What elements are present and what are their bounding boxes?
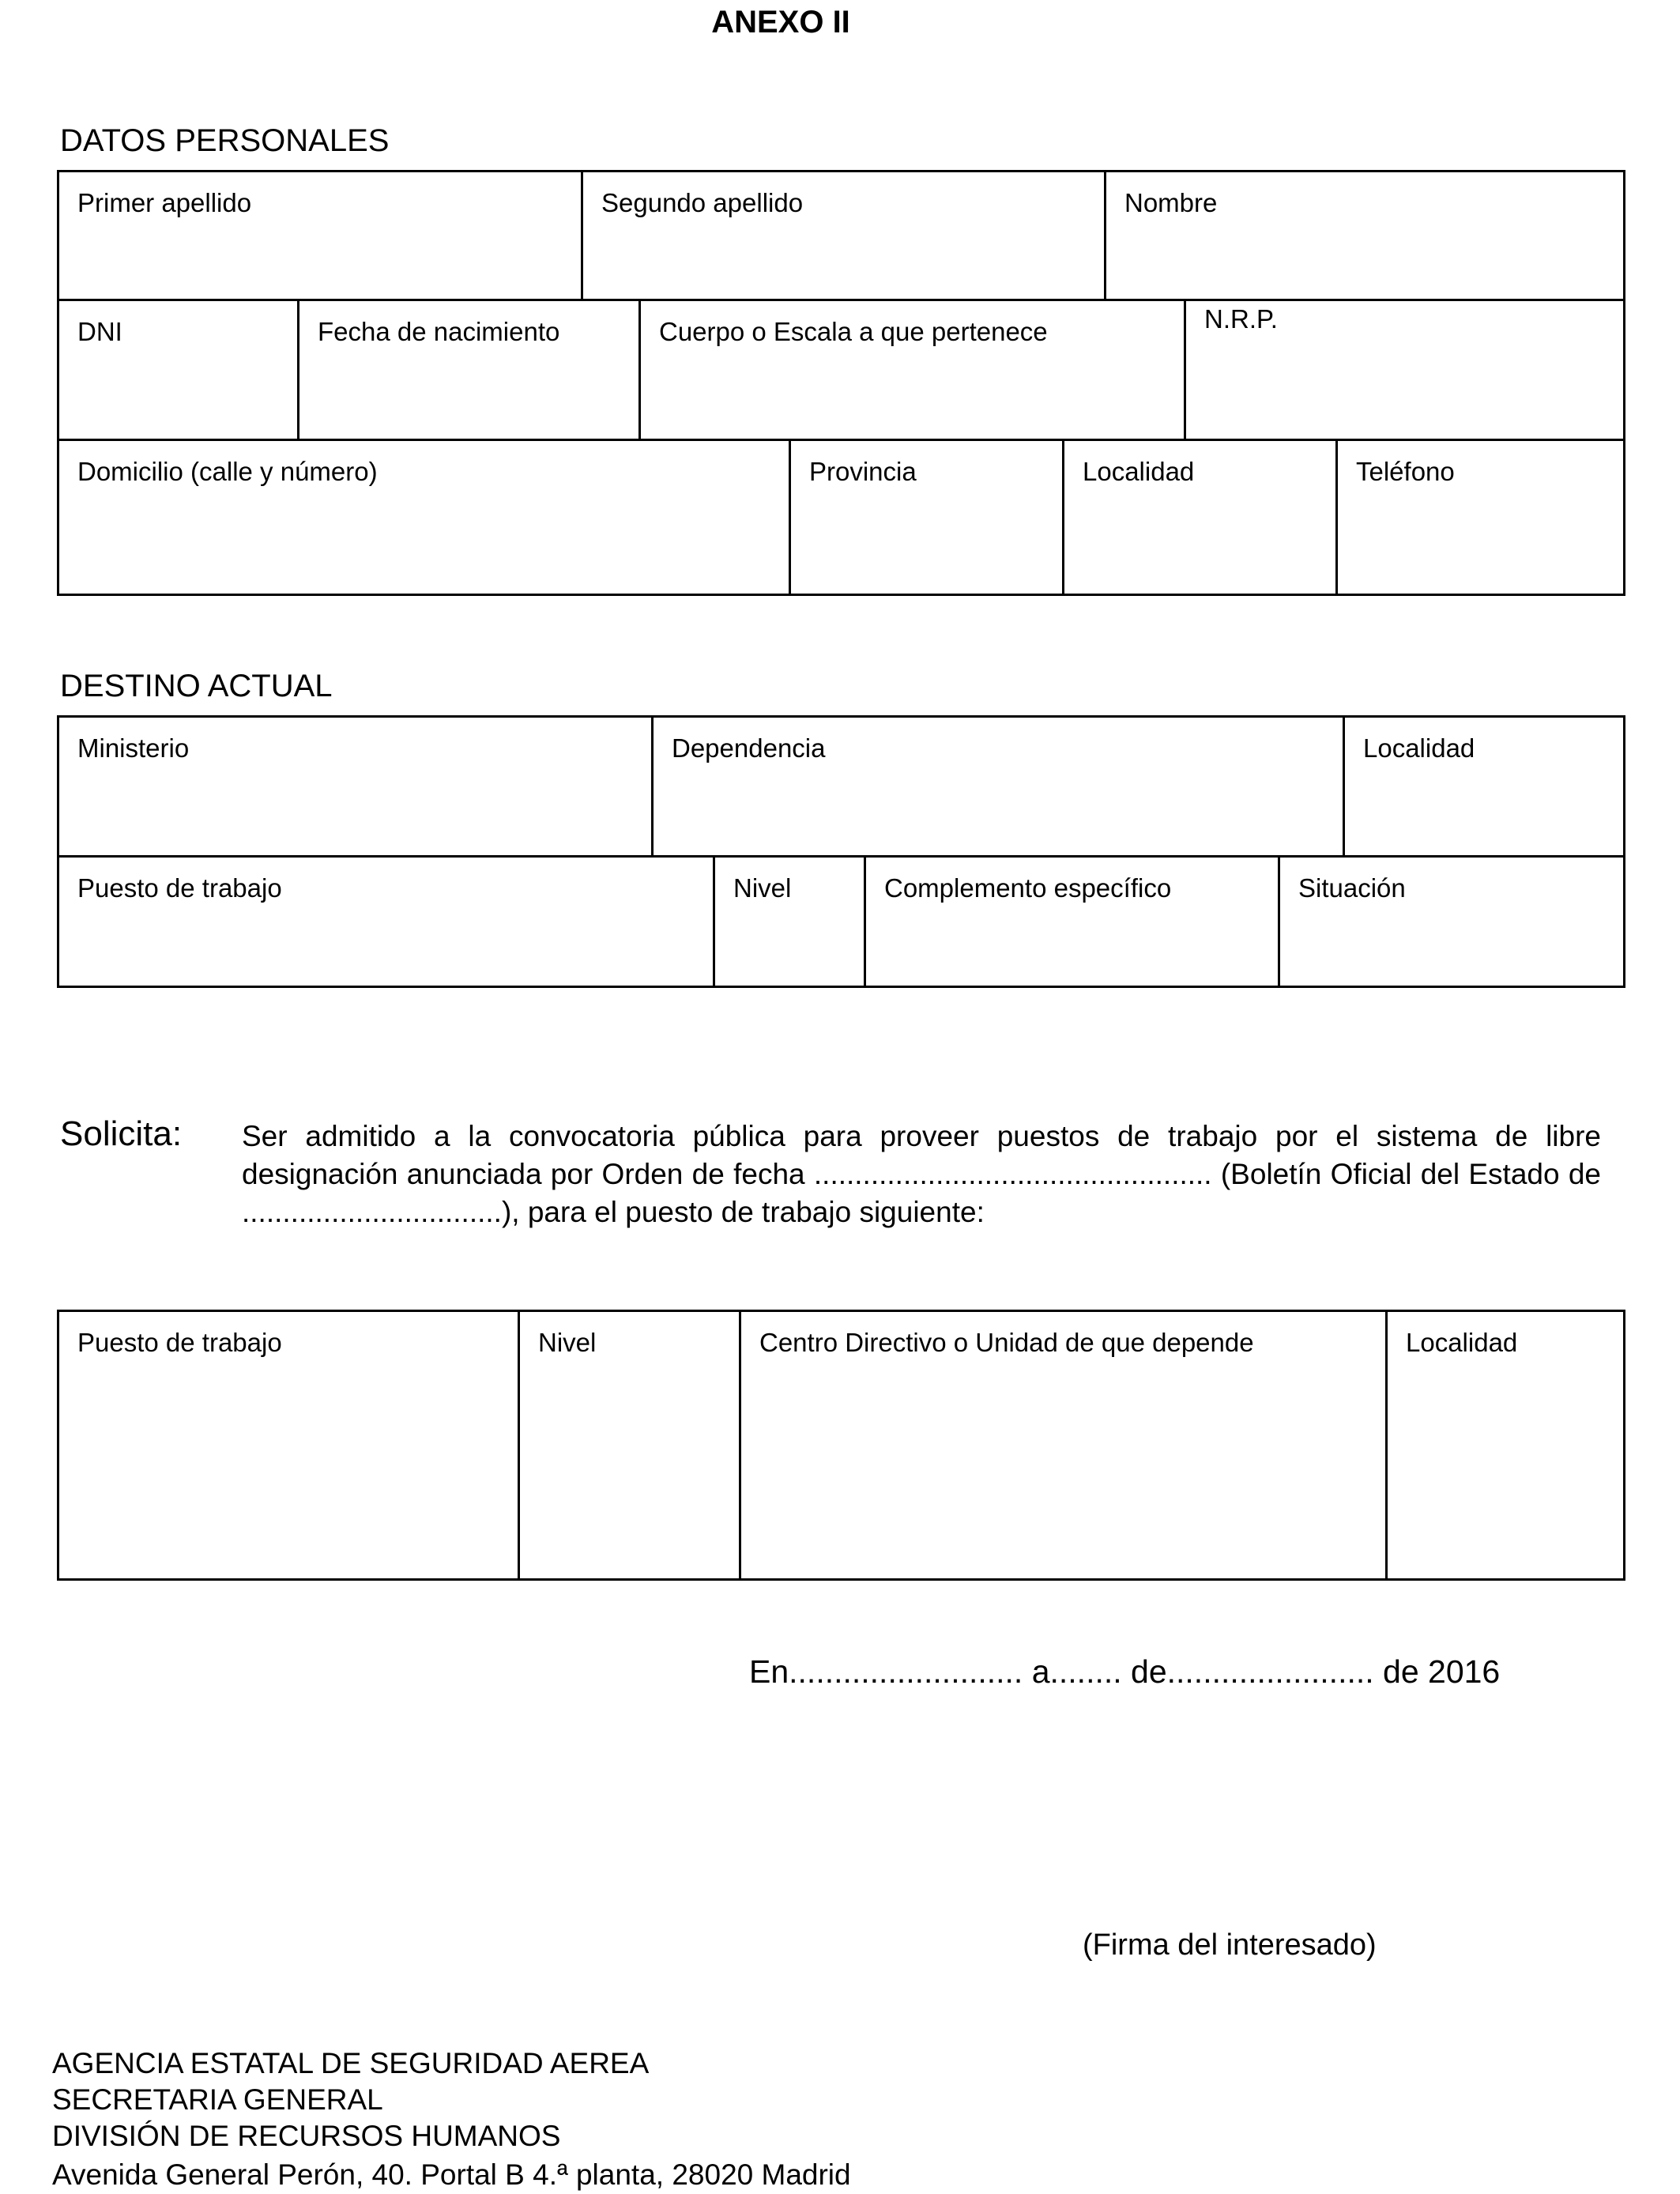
destino-actual-table <box>57 715 1625 988</box>
field-label: Puesto de trabajo <box>77 873 282 903</box>
field-label: N.R.P. <box>1204 304 1278 334</box>
solicita-label: Solicita: <box>60 1114 183 1153</box>
field-puesto-trabajo[interactable] <box>59 858 715 986</box>
field-situacion[interactable] <box>1280 858 1623 986</box>
field-label: Complemento específico <box>884 873 1172 903</box>
page-title: ANEXO II <box>711 5 850 40</box>
field-destino-localidad[interactable] <box>1345 718 1623 858</box>
field-solicitado-localidad[interactable] <box>1388 1312 1623 1578</box>
field-label: Nivel <box>538 1328 597 1357</box>
datos-personales-heading: DATOS PERSONALES <box>60 123 390 158</box>
field-nrp[interactable] <box>1186 301 1623 441</box>
field-domicilio[interactable] <box>59 441 791 594</box>
field-localidad[interactable] <box>1064 441 1338 594</box>
field-label: Primer apellido <box>77 188 252 217</box>
footer-secretaria: SECRETARIA GENERAL <box>52 2083 383 2116</box>
field-dependencia[interactable] <box>654 718 1345 858</box>
field-label: Localidad <box>1083 457 1195 486</box>
field-nivel[interactable] <box>715 858 866 986</box>
field-solicitado-puesto[interactable] <box>59 1312 520 1578</box>
puesto-solicitado-table <box>57 1310 1625 1581</box>
field-cuerpo-escala[interactable] <box>641 301 1186 441</box>
field-nombre[interactable] <box>1106 172 1623 301</box>
field-label: Centro Directivo o Unidad de que depende <box>759 1328 1254 1357</box>
date-line: En.......................... a........ de....................... de 2016 <box>749 1653 1501 1690</box>
field-label: Nombre <box>1124 188 1218 217</box>
field-label: Ministerio <box>77 733 190 763</box>
solicita-text: Ser admitido a la convocatoria pública para proveer puestos de trabajo por el sistema de libre designación anunciada por Orden de fecha ................................................. (Boletín Oficial del Estado de ................................), para el puesto de trabajo siguiente: <box>242 1120 1601 1228</box>
field-primer-apellido[interactable] <box>59 172 583 301</box>
field-label: Domicilio (calle y número) <box>77 457 378 486</box>
field-label: Dependencia <box>672 733 826 763</box>
field-segundo-apellido[interactable] <box>583 172 1106 301</box>
field-dni[interactable] <box>59 301 299 441</box>
footer-address: Avenida General Perón, 40. Portal B 4.ª planta, 28020 Madrid <box>52 2158 851 2191</box>
field-label: Situación <box>1298 873 1406 903</box>
signature-label: (Firma del interesado) <box>1083 1928 1377 1962</box>
field-complemento-especifico[interactable] <box>866 858 1280 986</box>
footer-agency: AGENCIA ESTATAL DE SEGURIDAD AEREA <box>52 2047 650 2079</box>
field-solicitado-centro[interactable] <box>741 1312 1388 1578</box>
field-label: Localidad <box>1406 1328 1518 1357</box>
field-label: Provincia <box>809 457 917 486</box>
field-label: Puesto de trabajo <box>77 1328 282 1357</box>
footer-division: DIVISIÓN DE RECURSOS HUMANOS <box>52 2120 561 2152</box>
field-label: Teléfono <box>1356 457 1455 486</box>
field-ministerio[interactable] <box>59 718 654 858</box>
datos-personales-table <box>57 170 1625 596</box>
destino-actual-heading: DESTINO ACTUAL <box>60 669 333 703</box>
field-label: Localidad <box>1363 733 1475 763</box>
field-label: Fecha de nacimiento <box>318 317 560 346</box>
field-solicitado-nivel[interactable] <box>520 1312 741 1578</box>
field-label: Cuerpo o Escala a que pertenece <box>659 317 1048 346</box>
field-label: Segundo apellido <box>601 188 804 217</box>
field-provincia[interactable] <box>791 441 1064 594</box>
field-fecha-nacimiento[interactable] <box>299 301 641 441</box>
field-label: Nivel <box>733 873 792 903</box>
field-telefono[interactable] <box>1338 441 1623 594</box>
field-label: DNI <box>77 317 122 346</box>
